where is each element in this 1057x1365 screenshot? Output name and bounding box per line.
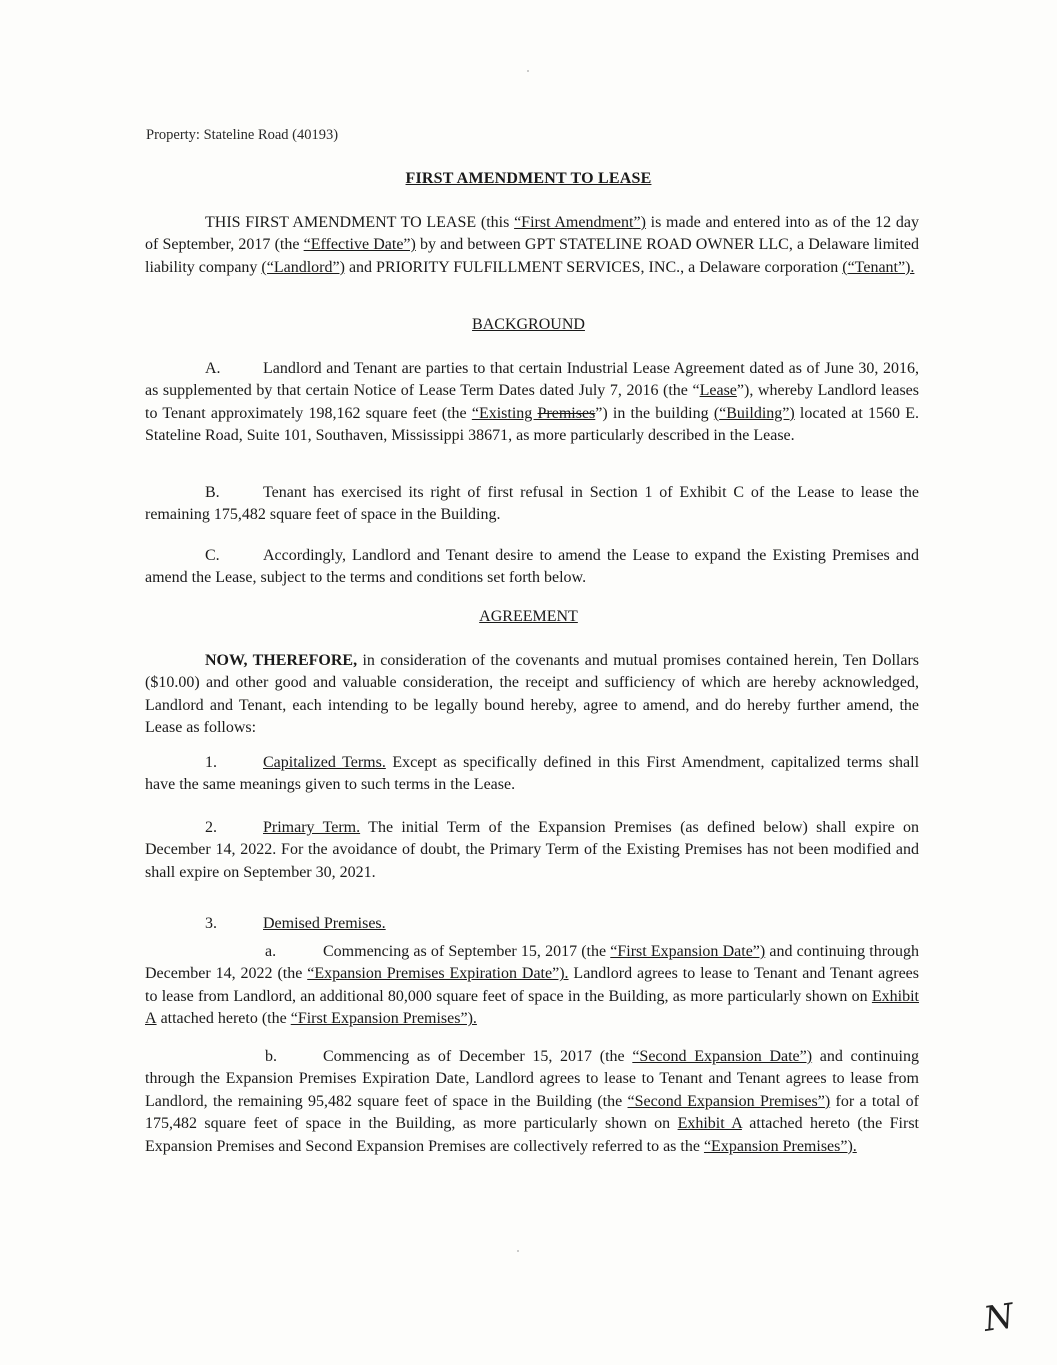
subsection-text: and continuing through December 14, 2022 (the — [145, 943, 920, 983]
recital-text: Accordingly, Landlord and Tenant desire to amend the Lease to expand the Existing Premises and amend the Lease, subject to the terms and conditions set forth below. — [145, 547, 919, 587]
subsection-text: attached hereto (the First Expansion Premises and Second Expansion Premises are collectively referred to as the — [145, 1115, 919, 1155]
defined-term: (“Tenant”). — [842, 258, 915, 276]
section-title: Capitalized Terms. — [263, 754, 386, 771]
recital-text: Tenant has exercised its right of first refusal in Section 1 of Exhibit C of the Lease to lease the remaining 175,482 square feet of space in the Building. — [145, 484, 919, 524]
defined-term: “Second Expansion Date”) — [632, 1048, 813, 1065]
subsection-text: and continuing through the Expansion Premises Expiration Date, Landlord agrees to lease to Tenant and Tenant agrees to lease from Landlord, the remaining 95,482 square feet of space in the Building (the — [145, 1048, 919, 1110]
defined-term: “Existing — [471, 404, 538, 422]
background-heading: BACKGROUND — [472, 316, 585, 333]
defined-term: Lease — [699, 382, 737, 400]
recital-c — [145, 545, 919, 590]
recital-text: ”) in the building — [595, 404, 714, 422]
handwritten-initials: N — [981, 1296, 1017, 1340]
section-1 — [145, 752, 919, 797]
section-title: Primary Term. — [263, 819, 361, 836]
section-number: 3. — [205, 915, 217, 932]
subsection-text: Landlord agrees to lease to Tenant and Tenant agrees to lease from Landlord, an additional 80,000 square feet of space in the Building, as more particularly shown on — [145, 965, 920, 1005]
defined-term: “Expansion Premises”). — [703, 1137, 857, 1155]
defined-term: (“Landlord”) — [261, 258, 345, 276]
section-text: The initial Term of the Expansion Premises (as defined below) shall expire on December 14, 2022. For the avoidance of doubt, the Primary Term of the Existing Premises has not been modified and shall expire on September 30, 2021. — [145, 819, 919, 881]
section-text: Except as specifically defined in this First Amendment, capitalized terms shall have the same meanings given to such terms in the Lease. — [145, 754, 920, 794]
subsection-text: Commencing as of December 15, 2017 (the — [323, 1048, 633, 1065]
defined-term: “First Amendment”) — [514, 214, 646, 231]
section-number: 2. — [205, 819, 217, 836]
lead-bold: NOW, THEREFORE, — [205, 652, 358, 669]
subsection-3a — [145, 941, 919, 1031]
intro-text: by and between GPT STATELINE ROAD OWNER LLC, a Delaware limited liability company — [145, 236, 920, 276]
defined-term: (“Building”) — [713, 404, 795, 422]
section-title: Demised Premises. — [263, 915, 386, 932]
recital-b — [145, 482, 919, 527]
defined-term: “First Expansion Date”) — [610, 943, 766, 960]
recital-text: Landlord and Tenant are parties to that certain Industrial Lease Agreement dated as of June 30, 2016, as supplemented by that certain Notice of Lease Term Dates dated July 7, 2016 (the “ — [145, 360, 919, 400]
recital-a — [145, 358, 919, 448]
recital-text: ”), whereby Landlord leases to Tenant approximately 198,162 square feet (the — [145, 382, 919, 422]
recital-number: C. — [205, 547, 220, 564]
subsection-text: Commencing as of September 15, 2017 (the — [323, 943, 611, 960]
scan-speck — [517, 1250, 519, 1252]
intro-paragraph — [145, 212, 919, 279]
property-line: Property: Stateline Road (40193) — [146, 127, 339, 143]
subsection-letter: a. — [265, 943, 277, 960]
exhibit-reference: Exhibit A — [145, 987, 919, 1028]
lead-text: in consideration of the covenants and mutual promises contained herein, Ten Dollars ($10.00) and other good and valuable consideration, the receipt and sufficiency of which are hereby acknowledged, Landlord and Tenant, each intending to be legally bound hereby, agree to amend, and do hereby further amend, the Lease as follows: — [145, 652, 920, 737]
exhibit-reference: Exhibit A — [677, 1115, 742, 1133]
defined-term: “Second Expansion Premises”) — [627, 1092, 831, 1110]
defined-term: Premises — [537, 404, 596, 422]
recital-number: A. — [205, 360, 221, 377]
document-title: FIRST AMENDMENT TO LEASE — [405, 170, 652, 187]
section-2 — [145, 817, 919, 884]
intro-text: is made and entered into as of the 12 day of September, 2017 (the — [145, 214, 920, 254]
agreement-lead — [145, 650, 919, 740]
intro-text: and PRIORITY FULFILLMENT SERVICES, INC., a Delaware corporation — [344, 258, 843, 276]
scan-speck — [527, 70, 529, 72]
recital-number: B. — [205, 484, 220, 501]
section-3 — [205, 915, 386, 933]
subsection-letter: b. — [265, 1048, 277, 1065]
agreement-heading: AGREEMENT — [479, 608, 578, 625]
defined-term: “Effective Date”) — [303, 236, 416, 254]
section-number: 1. — [205, 754, 217, 771]
subsection-3b — [145, 1046, 919, 1158]
defined-term: “First Expansion Premises”). — [290, 1010, 477, 1028]
subsection-text: attached hereto (the — [156, 1010, 291, 1028]
intro-text: THIS FIRST AMENDMENT TO LEASE (this — [205, 214, 515, 231]
defined-term: “Expansion Premises Expiration Date”). — [307, 965, 569, 983]
recital-text: located at 1560 E. Stateline Road, Suite 101, Southaven, Mississippi 38671, as more particularly described in the Lease. — [145, 404, 920, 445]
subsection-text: for a total of 175,482 square feet of space in the Building, as more particularly shown on — [145, 1092, 920, 1133]
